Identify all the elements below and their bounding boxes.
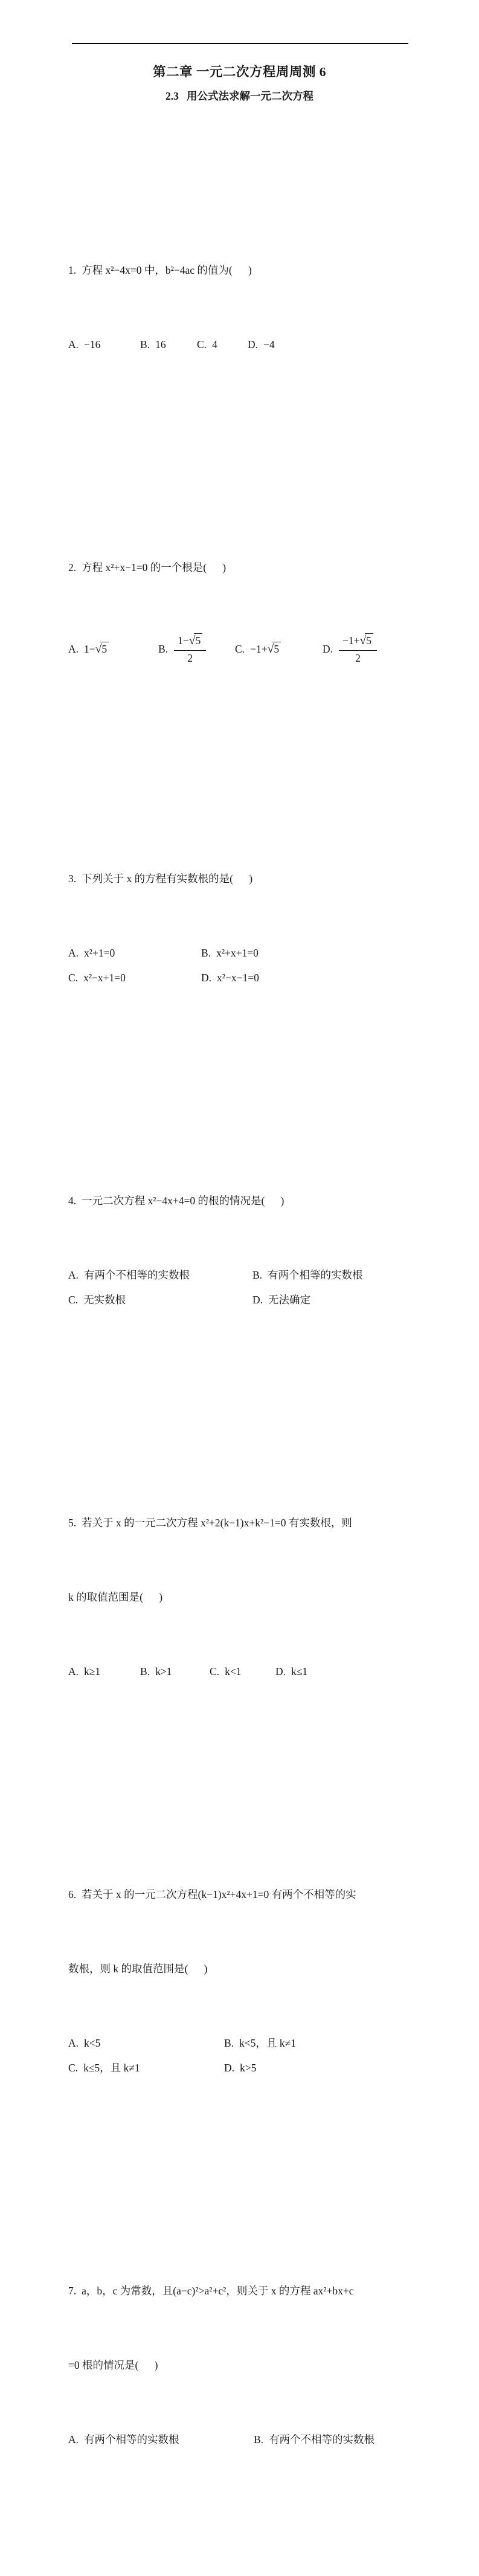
question-7-stem-line-2: =0 根的情况是( ) <box>68 2359 158 2371</box>
option-text: −1+ <box>250 642 268 655</box>
question-4-option-a <box>68 1263 252 1288</box>
option-text: k>1 <box>155 1665 172 1677</box>
fraction <box>339 633 377 665</box>
question-number: 6. <box>68 1888 77 1900</box>
option-label: A. <box>68 642 79 655</box>
option-label: D. <box>252 1294 263 1306</box>
option-text: 无法确定 <box>268 1294 311 1306</box>
question-2 <box>68 506 414 718</box>
radicand: 5 <box>194 633 202 647</box>
option-label: D. <box>201 972 212 984</box>
option-label: D. <box>275 1665 286 1677</box>
question-2-option-a <box>68 637 158 662</box>
radical-sign: √ <box>267 642 274 656</box>
question-7-option-a <box>68 2427 254 2452</box>
stem-text: 若关于 x 的一元二次方程 x²+2(k−1)x+k²−1=0 有实数根，则 <box>82 1517 352 1529</box>
question-6-option-c <box>68 2056 224 2080</box>
option-text: 有两个不相等的实数根 <box>84 1269 190 1281</box>
numerator <box>174 633 206 651</box>
question-2-option-c <box>235 637 323 662</box>
question-7-stem <box>68 2279 414 2303</box>
question-5-options <box>68 1659 414 1684</box>
fraction <box>174 633 206 665</box>
question-6 <box>68 1833 414 2130</box>
denominator: 2 <box>187 651 193 664</box>
question-1 <box>68 208 414 407</box>
page-title: 第二章 一元二次方程周周测 6 <box>152 65 326 79</box>
question-4-stem <box>68 1189 414 1213</box>
stem-text: 下列关于 x 的方程有实数根的是( ) <box>82 873 253 885</box>
option-text: 有两个不相等的实数根 <box>269 2433 375 2445</box>
option-label: D. <box>323 642 333 655</box>
question-5-stem-line-2: k 的取值范围是( ) <box>68 1591 163 1603</box>
question-number: 7. <box>68 2285 77 2297</box>
stem-text: 一元二次方程 x²−4x+4=0 的根的情况是( ) <box>82 1195 285 1207</box>
option-label: A. <box>68 2037 79 2049</box>
option-label: A. <box>68 338 79 350</box>
question-4-option-b <box>252 1263 414 1288</box>
header-rule <box>72 43 408 44</box>
question-5-stem <box>68 1511 414 1535</box>
stem-text: a，b，c 为常数，且(a−c)²>a²+c²，则关于 x 的方程 ax²+bx+c <box>82 2285 354 2297</box>
option-text: x²−x+1=0 <box>83 972 126 984</box>
question-1-option-d <box>248 332 414 357</box>
question-1-option-c <box>197 332 248 357</box>
question-5-option-d <box>275 1659 414 1684</box>
option-text: −1+ <box>342 634 360 647</box>
sqrt-expression <box>268 642 281 657</box>
option-text: −16 <box>84 338 101 350</box>
radicand: 5 <box>272 642 281 655</box>
question-5 <box>68 1461 414 1734</box>
option-text: k≥1 <box>84 1665 101 1677</box>
question-3 <box>68 817 414 1040</box>
stem-text: 方程 x²+x−1=0 的一个根是( ) <box>82 561 227 573</box>
question-3-option-c <box>68 966 201 990</box>
option-text: 有两个相等的实数根 <box>268 1269 363 1281</box>
question-4 <box>68 1139 414 1362</box>
option-label: C. <box>68 1294 79 1306</box>
option-label: C. <box>235 642 245 655</box>
question-1-stem <box>68 258 414 283</box>
radical-sign: √ <box>188 634 196 648</box>
question-7-options <box>68 2427 414 2452</box>
option-text: 无实数根 <box>83 1294 126 1306</box>
option-label: A. <box>68 2433 79 2445</box>
option-label: C. <box>68 2062 79 2074</box>
option-label: B. <box>201 947 211 959</box>
question-1-option-b <box>140 332 197 357</box>
question-3-stem <box>68 867 414 891</box>
option-text: x²−x−1=0 <box>217 972 259 984</box>
question-6-option-b <box>224 2031 414 2056</box>
option-text: −4 <box>263 338 275 350</box>
option-label: A. <box>68 1665 79 1677</box>
stem-text: 若关于 x 的一元二次方程(k−1)x²+4x+1=0 有两个不相等的实 <box>82 1888 356 1900</box>
sqrt-expression <box>360 633 374 648</box>
question-1-option-a <box>68 332 140 357</box>
question-3-option-b <box>201 941 414 966</box>
option-text: k<5，且 k≠1 <box>239 2037 296 2049</box>
option-label: B. <box>254 2433 264 2445</box>
option-text: k<1 <box>225 1665 242 1677</box>
question-5-option-c <box>210 1659 275 1684</box>
option-text: 4 <box>212 338 217 350</box>
option-text: k≤1 <box>291 1665 308 1677</box>
question-6-options <box>68 2031 414 2080</box>
page-subtitle: 2.3 用公式法求解一元二次方程 <box>166 90 313 102</box>
option-label: C. <box>197 338 207 350</box>
question-number: 3. <box>68 873 77 885</box>
numerator <box>339 633 377 651</box>
question-number: 5. <box>68 1517 77 1529</box>
question-2-options <box>68 630 414 668</box>
option-label: B. <box>140 338 150 350</box>
option-label: B. <box>224 2037 234 2049</box>
radicand: 5 <box>100 642 109 655</box>
question-4-option-d <box>252 1288 414 1312</box>
question-4-options <box>68 1263 414 1312</box>
question-6-stem-line-2: 数根，则 k 的取值范围是( ) <box>68 1963 208 1975</box>
option-label: A. <box>68 947 79 959</box>
question-number: 2. <box>68 561 77 573</box>
option-text: k<5 <box>84 2037 101 2049</box>
question-3-options <box>68 941 414 990</box>
question-number: 1. <box>68 264 77 276</box>
question-6-stem <box>68 1882 414 1907</box>
option-label: B. <box>252 1269 263 1281</box>
radicand: 5 <box>365 633 373 647</box>
option-text: k>5 <box>240 2062 257 2074</box>
option-text: 1− <box>84 642 95 655</box>
sqrt-expression <box>95 642 109 657</box>
question-1-options <box>68 332 414 357</box>
option-label: C. <box>68 972 79 984</box>
radical-sign: √ <box>359 634 367 648</box>
worksheet-body <box>68 109 414 2576</box>
option-label: B. <box>158 642 169 655</box>
sqrt-expression <box>189 633 203 648</box>
option-label: D. <box>224 2062 235 2074</box>
option-text: x²+1=0 <box>84 947 115 959</box>
option-text: 有两个相等的实数根 <box>84 2433 179 2445</box>
question-5-option-a <box>68 1659 140 1684</box>
denominator: 2 <box>355 651 361 664</box>
question-5-option-b <box>140 1659 210 1684</box>
option-label: A. <box>68 1269 79 1281</box>
option-text: 16 <box>155 338 166 350</box>
option-label: D. <box>248 338 259 350</box>
stem-text: 方程 x²−4x=0 中，b²−4ac 的值为( ) <box>82 264 252 276</box>
option-text: x²+x+1=0 <box>216 947 259 959</box>
option-text: k≤5，且 k≠1 <box>83 2062 140 2074</box>
question-3-option-d <box>201 966 414 990</box>
question-4-option-c <box>68 1288 252 1312</box>
option-text: 1− <box>178 634 189 647</box>
question-2-stem <box>68 555 414 580</box>
question-6-option-a <box>68 2031 224 2056</box>
question-number: 4. <box>68 1195 77 1207</box>
question-6-option-d <box>224 2056 414 2080</box>
option-label: B. <box>140 1665 150 1677</box>
question-2-option-d <box>323 633 414 665</box>
radical-sign: √ <box>95 642 102 656</box>
question-7 <box>68 2229 414 2502</box>
question-3-option-a <box>68 941 201 966</box>
question-2-option-b <box>158 633 235 665</box>
option-label: C. <box>210 1665 220 1677</box>
question-7-option-b <box>254 2427 414 2452</box>
